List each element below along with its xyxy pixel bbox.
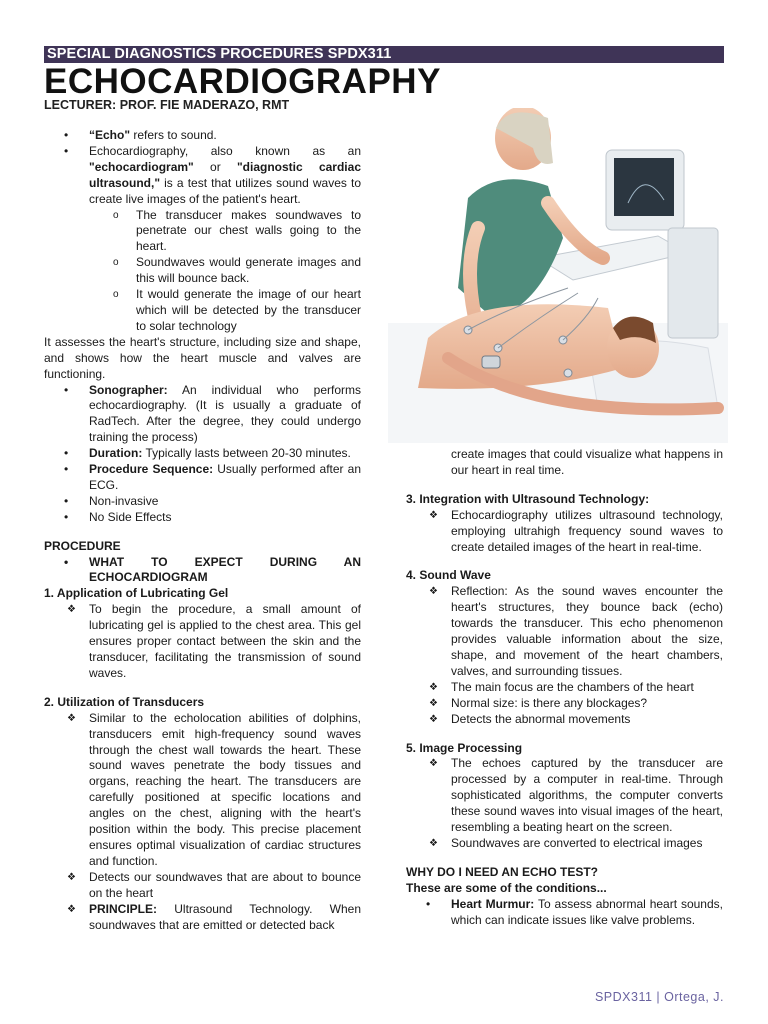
why-heading: WHY DO I NEED AN ECHO TEST? [406,864,599,879]
sub-list-item: o It would generate the image of our heart which will be detected by the transducer to solar technology [44,287,361,335]
list-item: ❖ Detects the abnormal movements [406,712,723,728]
lecturer-line: LECTURER: PROF. FIE MADERAZO, RMT [44,98,290,112]
list-item: ❖ Echocardiography utilizes ultrasound technology, employing ultrahigh frequency sound waves to create detailed images of the heart in real-time. [406,508,723,556]
list-item: ❖ The main focus are the chambers of the heart [406,680,723,696]
list-item: • Sonographer: An individual who performs echocardiography. (It is usually a graduate of RadTech. After the degree, they could undergo training the process) [44,383,361,447]
list-item: ❖ Normal size: is there any blockages? [406,696,723,712]
list-item: ❖ Detects our soundwaves that are about to bounce on the heart [44,870,361,902]
echocardiogram-illustration [388,108,728,443]
list-item: ❖ PRINCIPLE: Ultrasound Technology. When soundwaves that are emitted or detected back [44,902,361,934]
step2-heading: 2. Utilization of Transducers [44,694,205,709]
list-item: • “Echo" refers to sound. [44,128,361,144]
list-item: • Procedure Sequence: Usually performed after an ECG. [44,462,361,494]
list-item: ❖ Reflection: As the sound waves encounter the heart's structures, they bounce back (echo) towards the transducer. This echo phenomenon provides valuable information about the size, shape, and movement of the heart chambers, valves, and surrounding tissues. [406,584,723,679]
step3-heading: 3. Integration with Ultrasound Technology: [406,491,650,506]
list-item: • WHAT TO EXPECT DURING AN ECHOCARDIOGRAM [44,555,361,587]
procedure-heading: PROCEDURE [44,538,121,553]
list-item: • Duration: Typically lasts between 20-30 minutes. [44,446,361,462]
step5-heading: 5. Image Processing [406,740,523,755]
conditions-heading: These are some of the conditions... [406,880,607,895]
continuation-text: create images that could visualize what happens in our heart in real time. [451,447,723,477]
list-item: • Heart Murmur: To assess abnormal heart sounds, which can indicate issues like valve problems. [406,897,723,929]
assess-paragraph: It assesses the heart's structure, including size and shape, and shows how the heart muscle and valves are functioning. [44,334,361,381]
right-column [406,447,723,928]
list-item: ❖ To begin the procedure, a small amount of lubricating gel is applied to the chest area. This gel ensures proper contact between the skin and the transducer, facilitating the transmission of sound waves. [44,602,361,682]
list-item: ❖ The echoes captured by the transducer are processed by a computer in real-time. Through sophisticated algorithms, the computer converts these sound waves into visual images of the heart, resembling a beating heart on the screen. [406,756,723,836]
sub-list-item: o The transducer makes soundwaves to penetrate our chest walls going to the heart. [44,208,361,256]
list-item: • Echocardiography, also known as an "echocardiogram" or "diagnostic cardiac ultrasound," is a test that utilizes sound waves to create live images of the patient's heart. [44,144,361,208]
list-item: ❖ Similar to the echolocation abilities of dolphins, transducers emit high-frequency sound waves through the chest wall towards the heart. These sound waves penetrate the body tissues and organs, reaching the heart. The transducers are carefully positioned at specific locations and angles on the chest, aligning with the heart's position within the body. This precise placement ensures optimal visualization of cardiac structures and function. [44,711,361,870]
sub-list-item: o Soundwaves would generate images and this will bounce back. [44,255,361,287]
page-footer: SPDX311 | Ortega, J. [594,990,724,1004]
list-item: ❖ Soundwaves are converted to electrical images [406,836,723,852]
step4-heading: 4. Sound Wave [406,568,491,583]
course-title: SPECIAL DIAGNOSTICS PROCEDURES SPDX311 [47,46,392,62]
list-item: • Non-invasive [44,494,361,510]
left-column [44,128,361,933]
page-title: ECHOCARDIOGRAPHY [44,62,441,101]
step1-heading: 1. Application of Lubricating Gel [44,586,229,601]
list-item: • No Side Effects [44,510,361,526]
